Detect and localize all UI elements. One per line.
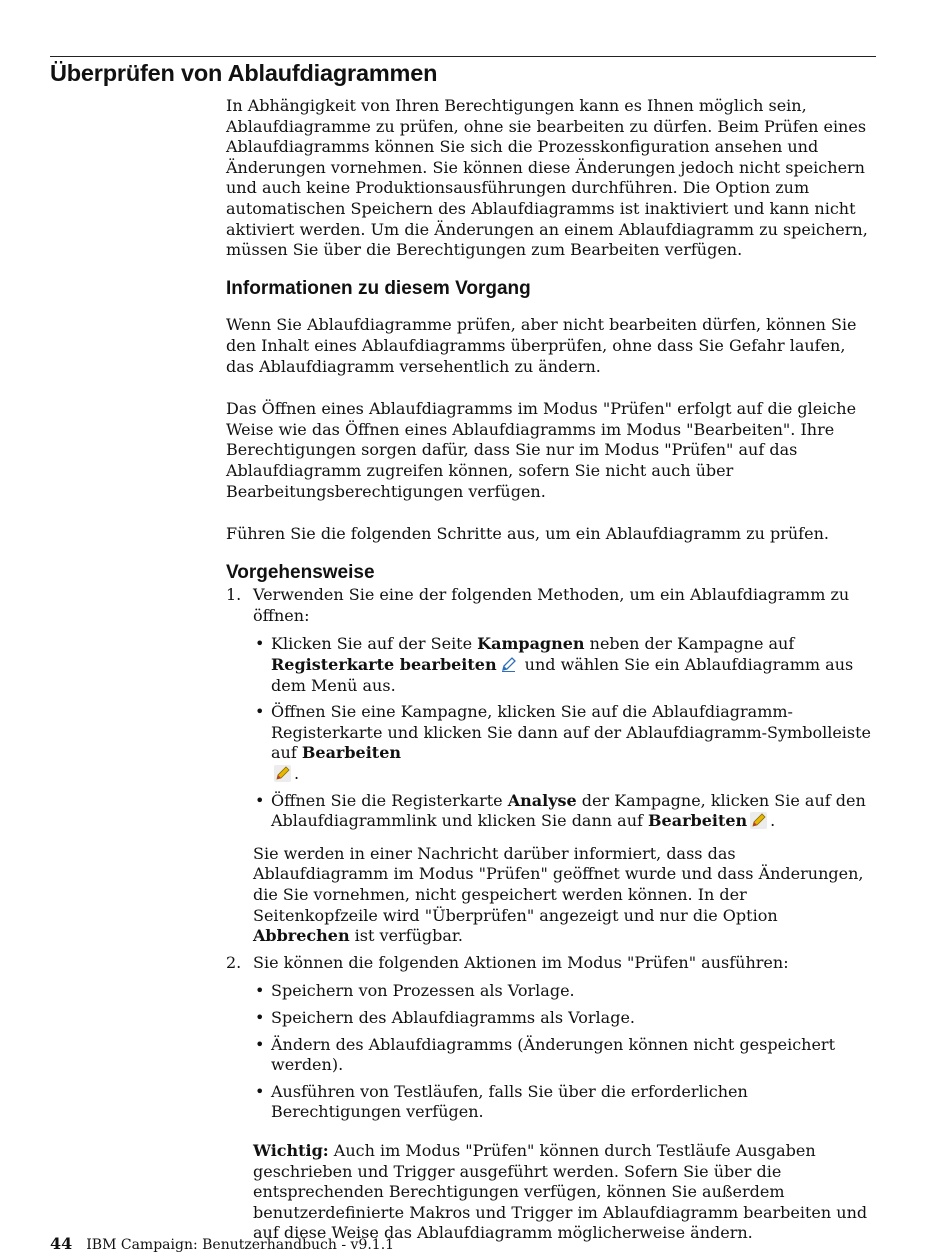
page-number: 44: [50, 1234, 73, 1253]
info-heading: Informationen zu diesem Vorgang: [226, 277, 531, 299]
info-paragraph-2: Das Öffnen eines Ablaufdiagramms im Modus "Prüfen" erfolgt auf die gleiche Weise wie das Öffnen eines Ablaufdiagramms im Modus "Bearbeiten". Ihre Berechtigungen sorgen dafür, dass Sie nur im Modus "Prüfen" auf das Ablaufdiagramm zugreifen können, sofern Sie nicht auch über Bearbeitungsberechtigungen verfügen.: [226, 399, 857, 501]
list-item: • Öffnen Sie eine Kampagne, klicken Sie auf die Ablaufdiagramm-Registerkarte und klicken Sie dann auf der Ablaufdiagramm-Symbolleiste auf Bearbeiten .: [253, 702, 876, 784]
info-paragraph-3: Führen Sie die folgenden Schritte aus, um ein Ablaufdiagramm zu prüfen.: [226, 524, 829, 544]
header-rule: [50, 56, 876, 57]
list-item: • Ausführen von Testläufen, falls Sie über die erforderlichen Berechtigungen verfügen.: [253, 1082, 876, 1123]
list-item: • Öffnen Sie die Registerkarte Analyse der Kampagne, klicken Sie auf den Ablaufdiagrammlink und klicken Sie dann auf Bearbeiten .: [253, 791, 876, 832]
intro-paragraph: In Abhängigkeit von Ihren Berechtigungen kann es Ihnen möglich sein, Ablaufdiagramme zu prüfen, ohne sie bearbeiten zu dürfen. Beim Prüfen eines Ablaufdiagramms können Sie sich die Prozesskonfiguration ansehen und Änderungen vornehmen. Sie können diese Änderungen jedoch nicht speichern und auch keine Produktionsausführungen durchführen. Die Option zum automatischen Speichern des Ablaufdiagramms ist inaktiviert und kann nicht aktiviert werden. Um die Änderungen an einem Ablaufdiagramm zu speichern, müssen Sie über die Berechtigungen zum Bearbeiten verfügen.: [226, 96, 868, 260]
list-item: • Speichern des Ablaufdiagramms als Vorlage.: [253, 1008, 876, 1029]
pencil-edit-icon: [274, 765, 291, 782]
steps-list: [226, 585, 876, 1244]
procedure-heading: Vorgehensweise: [226, 561, 375, 583]
ui-term: Kampagnen: [477, 634, 585, 654]
step-text: Sie können die folgenden Aktionen im Modus "Prüfen" ausführen:: [253, 952, 789, 972]
ui-term: Bearbeiten: [301, 743, 402, 763]
step-text: Verwenden Sie eine der folgenden Methoden, um ein Ablaufdiagramm zu öffnen:: [253, 585, 850, 625]
pencil-edit-blue-icon: [500, 656, 517, 673]
page-footer: [50, 1234, 394, 1253]
page-title: Überprüfen von Ablaufdiagrammen: [50, 60, 438, 86]
list-item: • Speichern von Prozessen als Vorlage.: [253, 981, 876, 1002]
method-list: [253, 634, 876, 831]
info-paragraph-1: Wenn Sie Ablaufdiagramme prüfen, aber nicht bearbeiten dürfen, können Sie den Inhalt eines Ablaufdiagramms überprüfen, ohne dass Sie Gefahr laufen, das Ablaufdiagramm versehentlich zu ändern.: [226, 315, 857, 376]
document-title: IBM Campaign: Benutzerhandbuch - v9.1.1: [86, 1237, 395, 1253]
ui-term: Bearbeiten: [648, 811, 748, 831]
step-result-note: Sie werden in einer Nachricht darüber informiert, dass das Ablaufdiagramm im Modus "Prüfen" geöffnet wurde und dass Änderungen, die Sie vornehmen, nicht gespeichert werden können. In der Seitenkopfzeile wird "Überprüfen" angezeigt und nur die Option Abbrechen ist verfügbar.: [253, 843, 864, 946]
important-note: Wichtig: Auch im Modus "Prüfen" können durch Testläufe Ausgaben geschrieben und Trigger ausgeführt werden. Sofern Sie über die entsprechenden Berechtigungen verfügen, können Sie außerdem benutzerdefinierte Makros und Trigger im Ablaufdiagramm bearbeiten und auf diese Weise das Ablaufdiagramm möglicherweise ändern.: [253, 1140, 868, 1243]
list-item: • Ändern des Ablaufdiagramms (Änderungen können nicht gespeichert werden).: [253, 1035, 876, 1076]
step-2: [226, 953, 876, 1244]
ui-term: Analyse: [507, 790, 577, 810]
important-label: Wichtig:: [253, 1140, 329, 1160]
ui-term: Registerkarte bearbeiten: [271, 655, 497, 675]
pencil-edit-icon: [750, 812, 767, 829]
list-item: • Klicken Sie auf der Seite Kampagnen neben der Kampagne auf Registerkarte bearbeiten und wählen Sie ein Ablaufdiagramm aus dem Menü aus.: [253, 634, 876, 696]
ui-term: Abbrechen: [253, 926, 350, 946]
action-list: [253, 981, 876, 1123]
step-1: [226, 585, 876, 947]
step-number: 1.: [226, 585, 242, 605]
main-content: [226, 96, 876, 1244]
step-number: 2.: [226, 952, 242, 972]
